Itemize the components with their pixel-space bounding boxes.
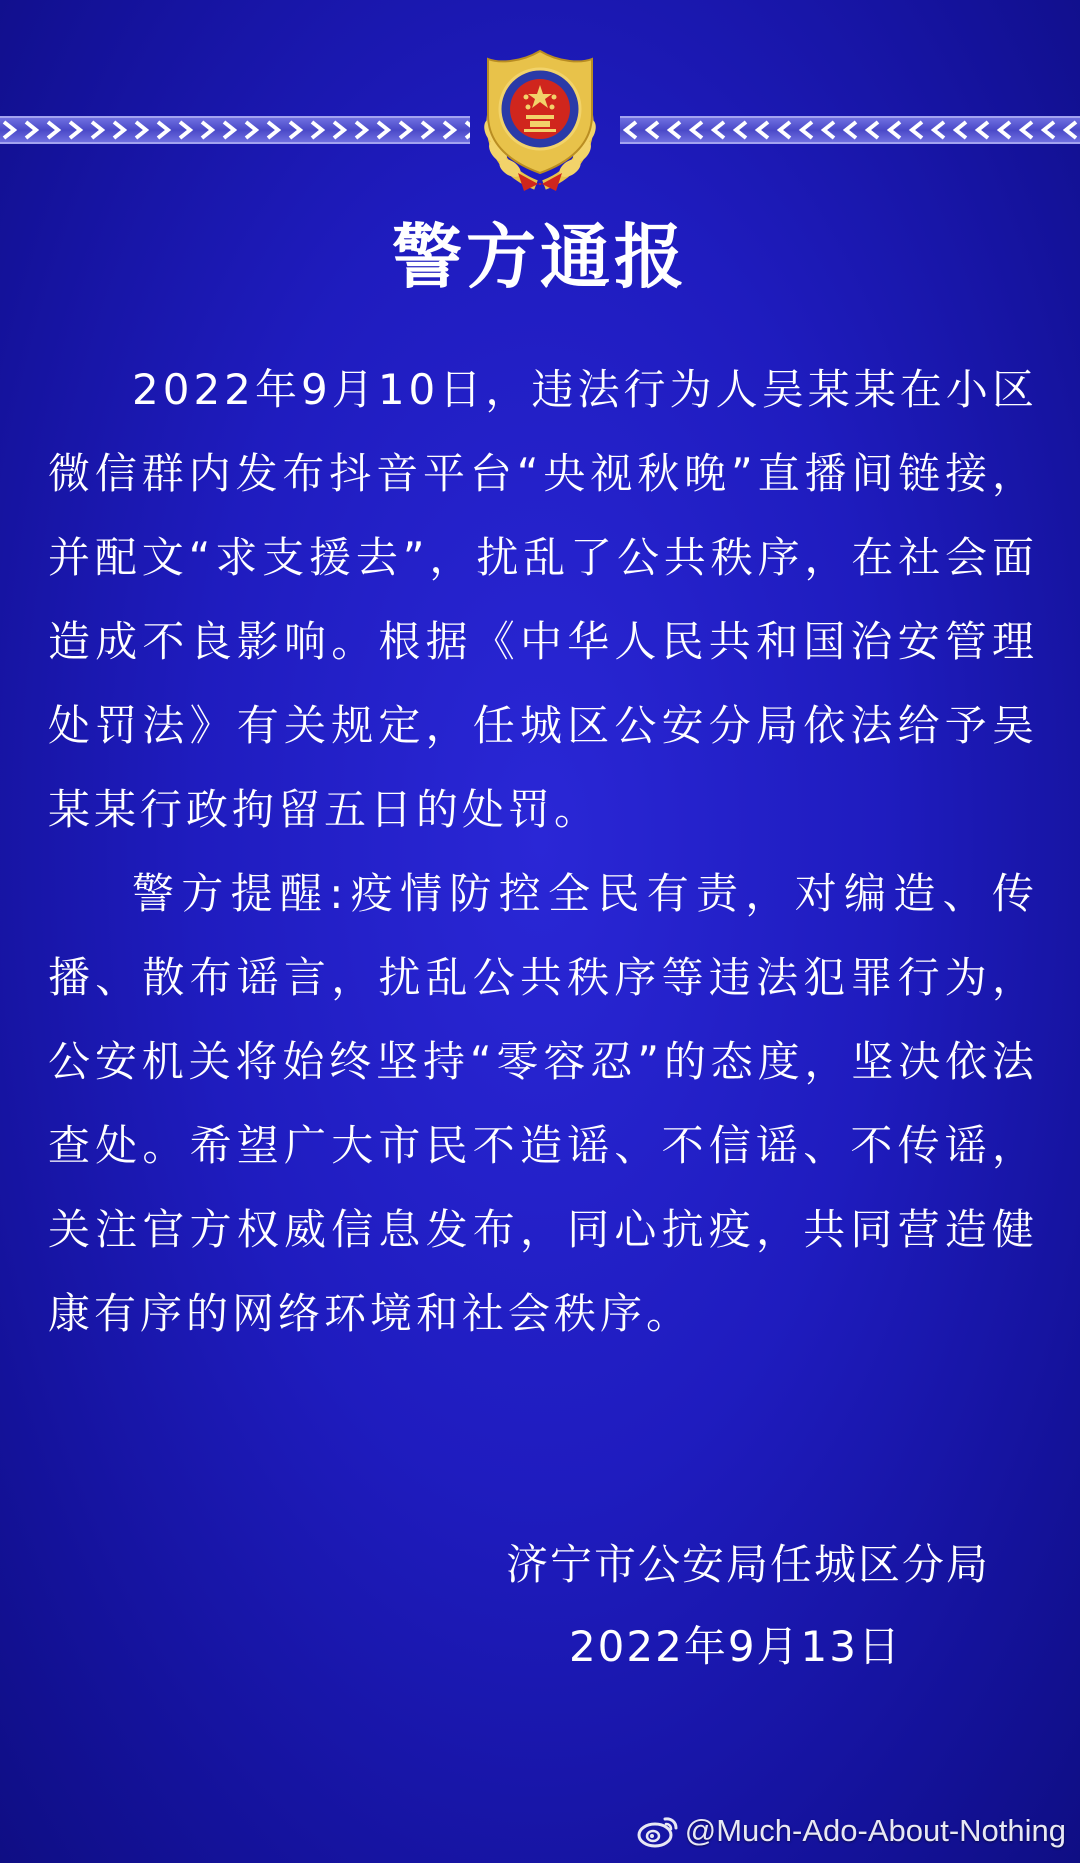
issuer-name: 济宁市公安局任城区分局: [505, 1540, 990, 1589]
watermark-text: @Much-Ado-About-Nothing: [684, 1813, 1066, 1848]
notice-paragraph: 2022年9月10日，违法行为人吴某某在小区微信群内发布抖音平台“央视秋晚”直播间链接，并配文“求支援去”，扰乱了公共秩序，在社会面造成不良影响。根据《中华人民共和国治安管理处罚法》有关规定，任城区公安分局依法给予吴某某行政拘留五日的处罚。: [48, 365, 1038, 834]
weibo-watermark: [637, 1813, 1066, 1849]
chevron-stripe-left: [0, 116, 470, 144]
police-emblem-icon: [470, 45, 610, 195]
issue-date: 2022年9月13日: [568, 1622, 902, 1671]
notice-body: [48, 348, 1038, 1356]
notice-signature: [0, 1524, 990, 1688]
notice-title: 警方通报: [392, 216, 688, 298]
notice-paragraph: 警方提醒:疫情防控全民有责，对编造、传播、散布谣言，扰乱公共秩序等违法犯罪行为，公安机关将始终坚持“零容忍”的态度，坚决依法查处。希望广大市民不造谣、不信谣、不传谣，关注官方权威信息发布，同心抗疫，共同营造健康有序的网络环境和社会秩序。: [48, 869, 1038, 1338]
weibo-icon: [637, 1813, 679, 1849]
chevron-stripe-right: [620, 116, 1080, 144]
